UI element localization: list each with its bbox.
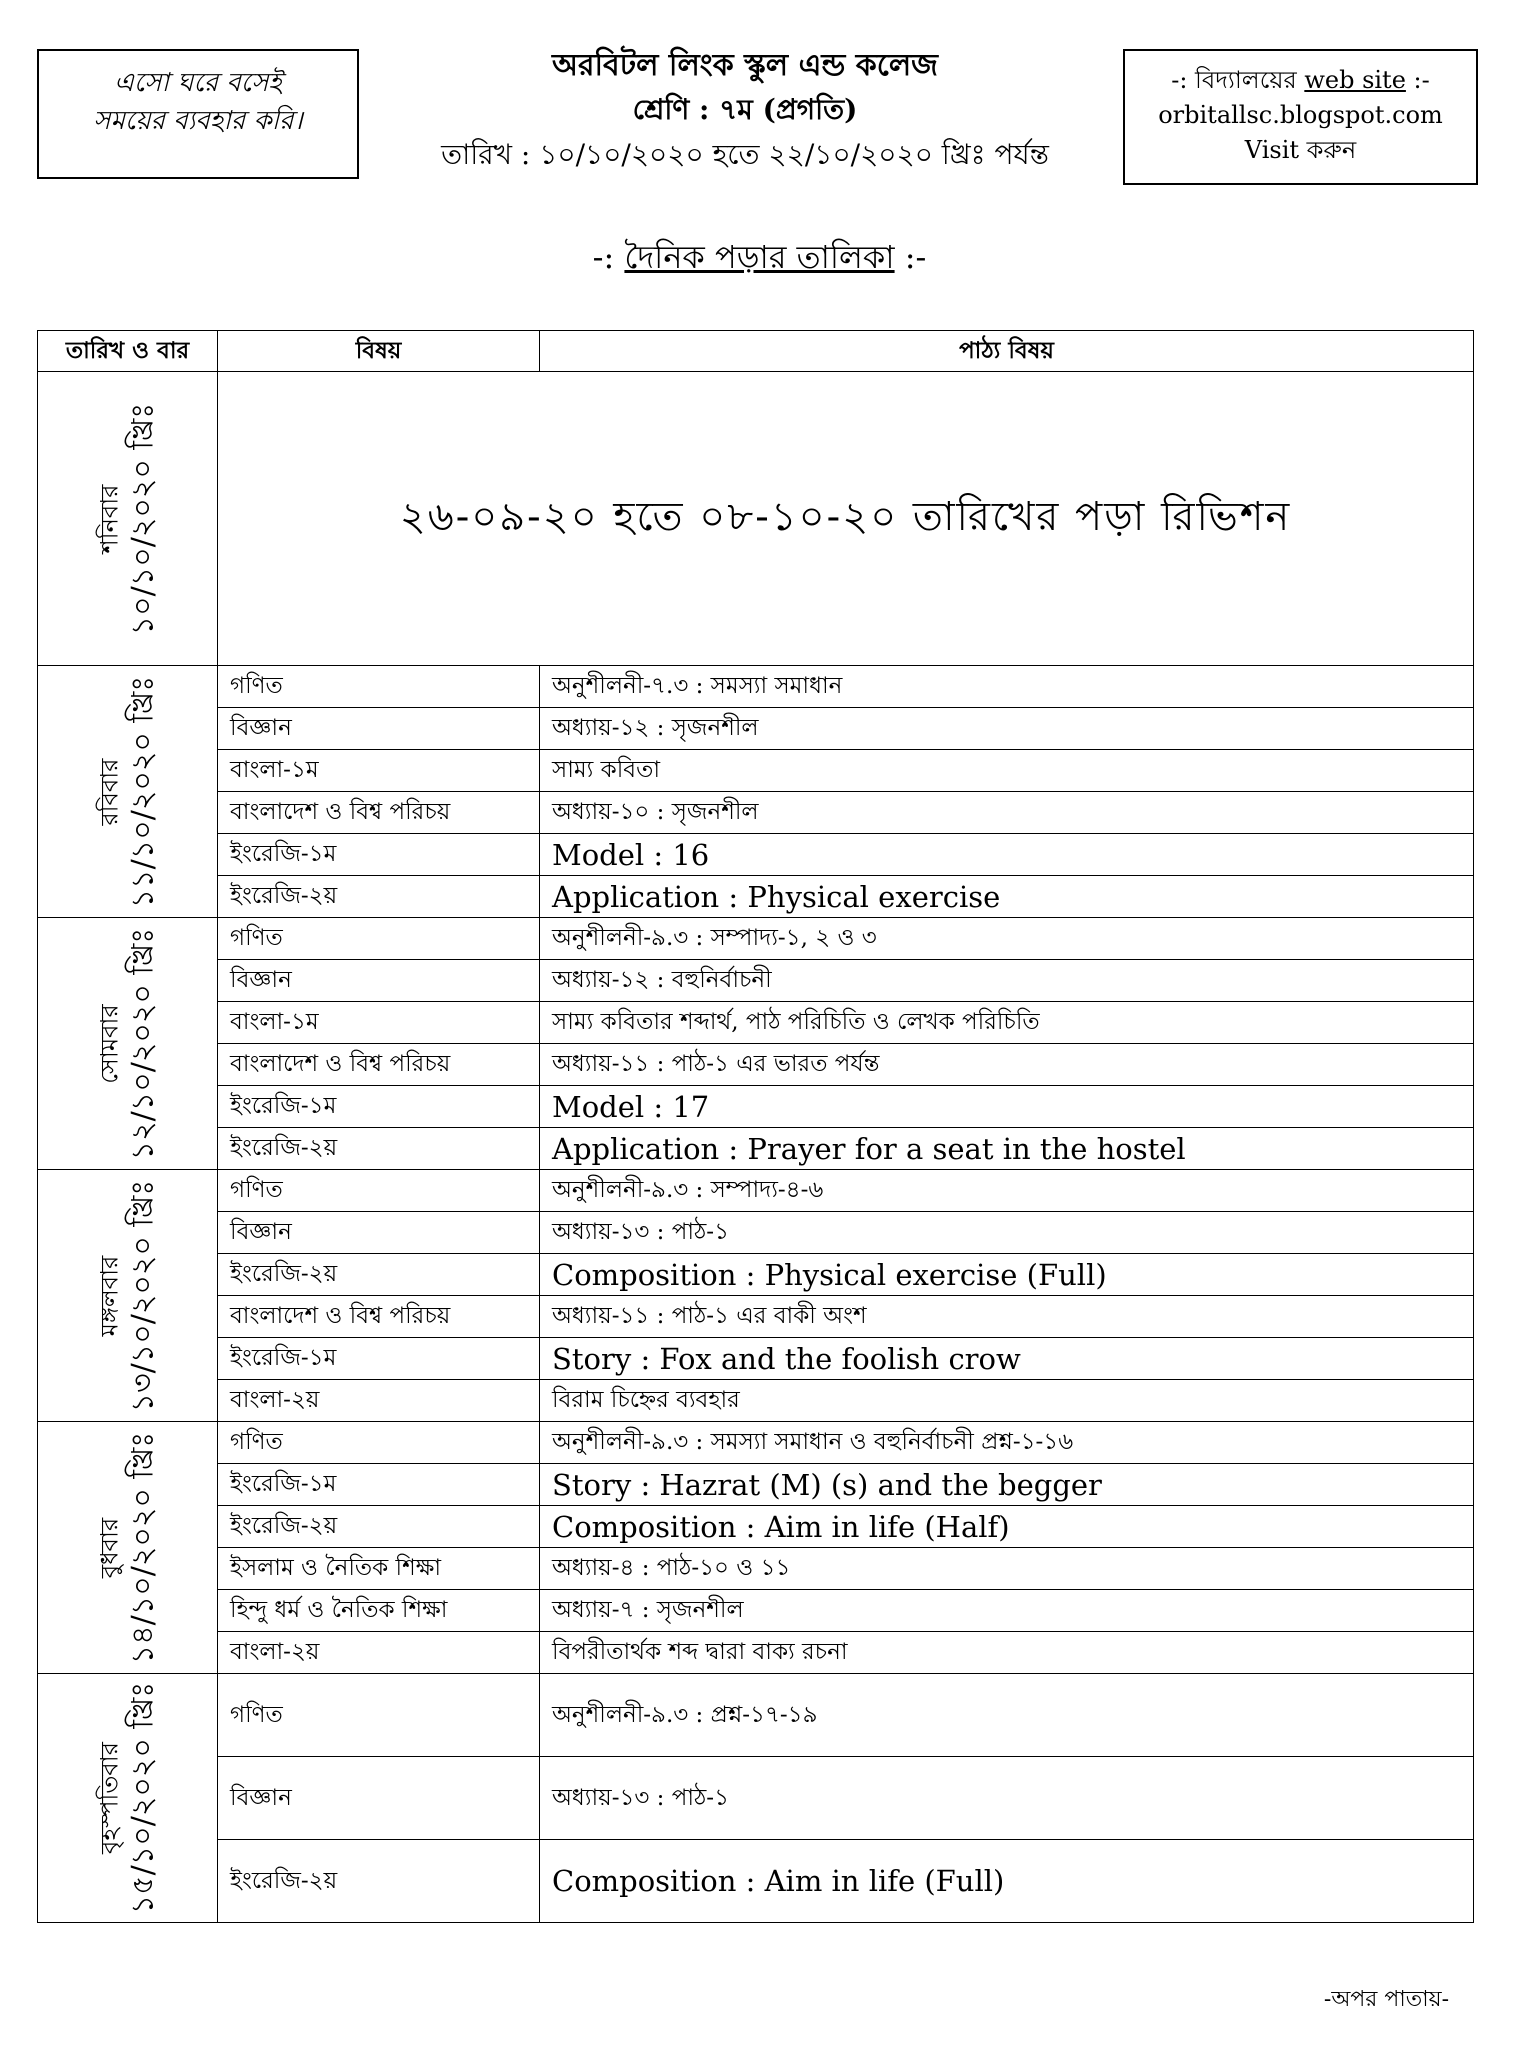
list-title-text: দৈনিক পড়ার তালিকা (624, 238, 895, 276)
website-heading-pre: -: বিদ্যালয়ের (1171, 66, 1297, 94)
motto-line-2: সময়ের ব্যবহার করি। (93, 105, 303, 136)
motto-line-1: এসো ঘরে বসেই (114, 68, 282, 98)
website-url[interactable]: orbitallsc.blogspot.com (1158, 100, 1443, 129)
topic-cell: অনুশীলনী-৯.৩ : সম্পাদ্য-১, ২ ও ৩ (540, 918, 1474, 960)
list-title (0, 232, 1519, 286)
table-header-row (38, 331, 1474, 372)
topic-cell: Story : Fox and the foolish crow (540, 1338, 1474, 1380)
subject-cell: ইংরেজি-২য় (218, 876, 540, 918)
table-row (38, 1296, 1474, 1338)
subject-cell: হিন্দু ধর্ম ও নৈতিক শিক্ষা (218, 1590, 540, 1632)
topic-cell: অধ্যায়-১৩ : পাঠ-১ (540, 1757, 1474, 1840)
subject-cell: গণিত (218, 666, 540, 708)
header-subject: বিষয় (218, 331, 540, 372)
date-cell (38, 372, 218, 666)
subject-cell: গণিত (218, 1674, 540, 1757)
subject-cell: বাংলা-১ম (218, 1002, 540, 1044)
list-title-post: :- (904, 238, 927, 276)
topic-cell: অধ্যায়-১২ : সৃজনশীল (540, 708, 1474, 750)
subject-cell: ইংরেজি-১ম (218, 1086, 540, 1128)
topic-cell: সাম্য কবিতা (540, 750, 1474, 792)
topic-cell: অধ্যায়-১১ : পাঠ-১ এর বাকী অংশ (540, 1296, 1474, 1338)
subject-cell: গণিত (218, 1170, 540, 1212)
topic-cell: অধ্যায়-৭ : সৃজনশীল (540, 1590, 1474, 1632)
table-row (38, 1674, 1474, 1757)
website-box (1123, 49, 1478, 185)
subject-cell: বাংলাদেশ ও বিশ্ব পরিচয় (218, 1296, 540, 1338)
date-cell (38, 1422, 218, 1674)
topic-cell: Composition : Aim in life (Half) (540, 1506, 1474, 1548)
subject-cell: বাংলাদেশ ও বিশ্ব পরিচয় (218, 1044, 540, 1086)
revision-note: ২৬-০৯-২০ হতে ০৮-১০-২০ তারিখের পড়া রিভিশন (218, 372, 1474, 666)
table-row (38, 1170, 1474, 1212)
subject-cell: ইংরেজি-২য় (218, 1506, 540, 1548)
subject-cell: ইংরেজি-১ম (218, 1338, 540, 1380)
day-name: বুধবার (94, 1517, 123, 1578)
topic-cell: Composition : Physical exercise (Full) (540, 1254, 1474, 1296)
table-row (38, 1632, 1474, 1674)
table-row (38, 1380, 1474, 1422)
subject-cell: গণিত (218, 918, 540, 960)
subject-cell: ইংরেজি-১ম (218, 834, 540, 876)
topic-cell: Model : 17 (540, 1086, 1474, 1128)
table-row (38, 1086, 1474, 1128)
day-name: সোমবার (94, 1003, 123, 1084)
topic-cell: অনুশীলনী-৯.৩ : সমস্যা সমাধান ও বহুনির্বাচনী প্রশ্ন-১-১৬ (540, 1422, 1474, 1464)
day-name: শনিবার (94, 484, 123, 553)
table-row (38, 1548, 1474, 1590)
website-visit: Visit করুন (1244, 135, 1357, 164)
table-row (38, 708, 1474, 750)
date-range: তারিখ : ১০/১০/২০২০ হতে ২২/১০/২০২০ খ্রিঃ পর্যন্ত (441, 138, 1049, 171)
day-date: ১৪/১০/২০২০ খ্রিঃ (124, 1431, 160, 1664)
subject-cell: বাংলা-২য় (218, 1632, 540, 1674)
topic-cell: সাম্য কবিতার শব্দার্থ, পাঠ পরিচিতি ও লেখক পরিচিতি (540, 1002, 1474, 1044)
topic-cell: অধ্যায়-১৩ : পাঠ-১ (540, 1212, 1474, 1254)
subject-cell: বাংলাদেশ ও বিশ্ব পরিচয় (218, 792, 540, 834)
topic-cell: বিরাম চিহ্নের ব্যবহার (540, 1380, 1474, 1422)
subject-cell: ইংরেজি-২য় (218, 1254, 540, 1296)
table-row (38, 876, 1474, 918)
table-row (38, 1757, 1474, 1840)
list-title-pre: -: (592, 238, 615, 276)
date-cell (38, 666, 218, 918)
page-header (380, 44, 1110, 178)
table-row (38, 1422, 1474, 1464)
table-row (38, 1464, 1474, 1506)
topic-cell: Story : Hazrat (M) (s) and the begger (540, 1464, 1474, 1506)
motto-box (37, 49, 359, 179)
table-row (38, 1044, 1474, 1086)
table-row (38, 1212, 1474, 1254)
table-row (38, 666, 1474, 708)
table-row (38, 1506, 1474, 1548)
subject-cell: বাংলা-১ম (218, 750, 540, 792)
table-row (38, 1254, 1474, 1296)
topic-cell: বিপরীতার্থক শব্দ দ্বারা বাক্য রচনা (540, 1632, 1474, 1674)
table-row (38, 1338, 1474, 1380)
date-cell (38, 1674, 218, 1923)
class-line: শ্রেণি : ৭ম (প্রগতি) (632, 93, 858, 126)
subject-cell: ইংরেজি-২য় (218, 1128, 540, 1170)
topic-cell: অধ্যায়-১১ : পাঠ-১ এর ভারত পর্যন্ত (540, 1044, 1474, 1086)
table-row (38, 918, 1474, 960)
schedule-table (37, 330, 1474, 1923)
topic-cell: Composition : Aim in life (Full) (540, 1840, 1474, 1923)
website-heading-post: :- (1413, 66, 1430, 94)
day-date: ১৩/১০/২০২০ খ্রিঃ (124, 1179, 160, 1412)
continued-note: -অপর পাতায়- (1323, 1987, 1449, 2012)
topic-cell: অধ্যায়-১০ : সৃজনশীল (540, 792, 1474, 834)
date-cell (38, 918, 218, 1170)
day-name: মঙ্গলবার (94, 1255, 123, 1336)
subject-cell: গণিত (218, 1422, 540, 1464)
topic-cell: Model : 16 (540, 834, 1474, 876)
topic-cell: অনুশীলনী-৯.৩ : প্রশ্ন-১৭-১৯ (540, 1674, 1474, 1757)
day-date: ১২/১০/২০২০ খ্রিঃ (124, 927, 160, 1160)
table-row (38, 960, 1474, 1002)
day-name: বৃহস্পতিবার (94, 1742, 123, 1854)
date-cell (38, 1170, 218, 1422)
subject-cell: বিজ্ঞান (218, 1757, 540, 1840)
table-row (38, 1840, 1474, 1923)
subject-cell: ইসলাম ও নৈতিক শিক্ষা (218, 1548, 540, 1590)
table-row (38, 1128, 1474, 1170)
subject-cell: বিজ্ঞান (218, 960, 540, 1002)
subject-cell: বাংলা-২য় (218, 1380, 540, 1422)
table-row (38, 1002, 1474, 1044)
topic-cell: অধ্যায়-৪ : পাঠ-১০ ও ১১ (540, 1548, 1474, 1590)
header-date: তারিখ ও বার (38, 331, 218, 372)
day-date: ১৫/১০/২০২০ খ্রিঃ (124, 1681, 160, 1915)
subject-cell: ইংরেজি-২য় (218, 1840, 540, 1923)
website-heading (1125, 63, 1476, 98)
topic-cell: অনুশীলনী-৯.৩ : সম্পাদ্য-৪-৬ (540, 1170, 1474, 1212)
table-row (38, 792, 1474, 834)
day-date: ১১/১০/২০২০ খ্রিঃ (124, 675, 160, 908)
topic-cell: অনুশীলনী-৭.৩ : সমস্যা সমাধান (540, 666, 1474, 708)
table-row (38, 834, 1474, 876)
table-row (38, 372, 1474, 666)
table-row (38, 1590, 1474, 1632)
website-heading-link: web site (1304, 66, 1406, 94)
day-name: রবিবার (94, 758, 123, 825)
school-name: অরবিটল লিংক স্কুল এন্ড কলেজ (551, 48, 939, 83)
header-topic: পাঠ্য বিষয় (540, 331, 1474, 372)
topic-cell: অধ্যায়-১২ : বহুনির্বাচনী (540, 960, 1474, 1002)
topic-cell: Application : Prayer for a seat in the hostel (540, 1128, 1474, 1170)
subject-cell: বিজ্ঞান (218, 1212, 540, 1254)
day-date: ১০/১০/২০২০ খ্রিঃ (124, 402, 160, 635)
topic-cell: Application : Physical exercise (540, 876, 1474, 918)
table-row (38, 750, 1474, 792)
subject-cell: ইংরেজি-১ম (218, 1464, 540, 1506)
subject-cell: বিজ্ঞান (218, 708, 540, 750)
